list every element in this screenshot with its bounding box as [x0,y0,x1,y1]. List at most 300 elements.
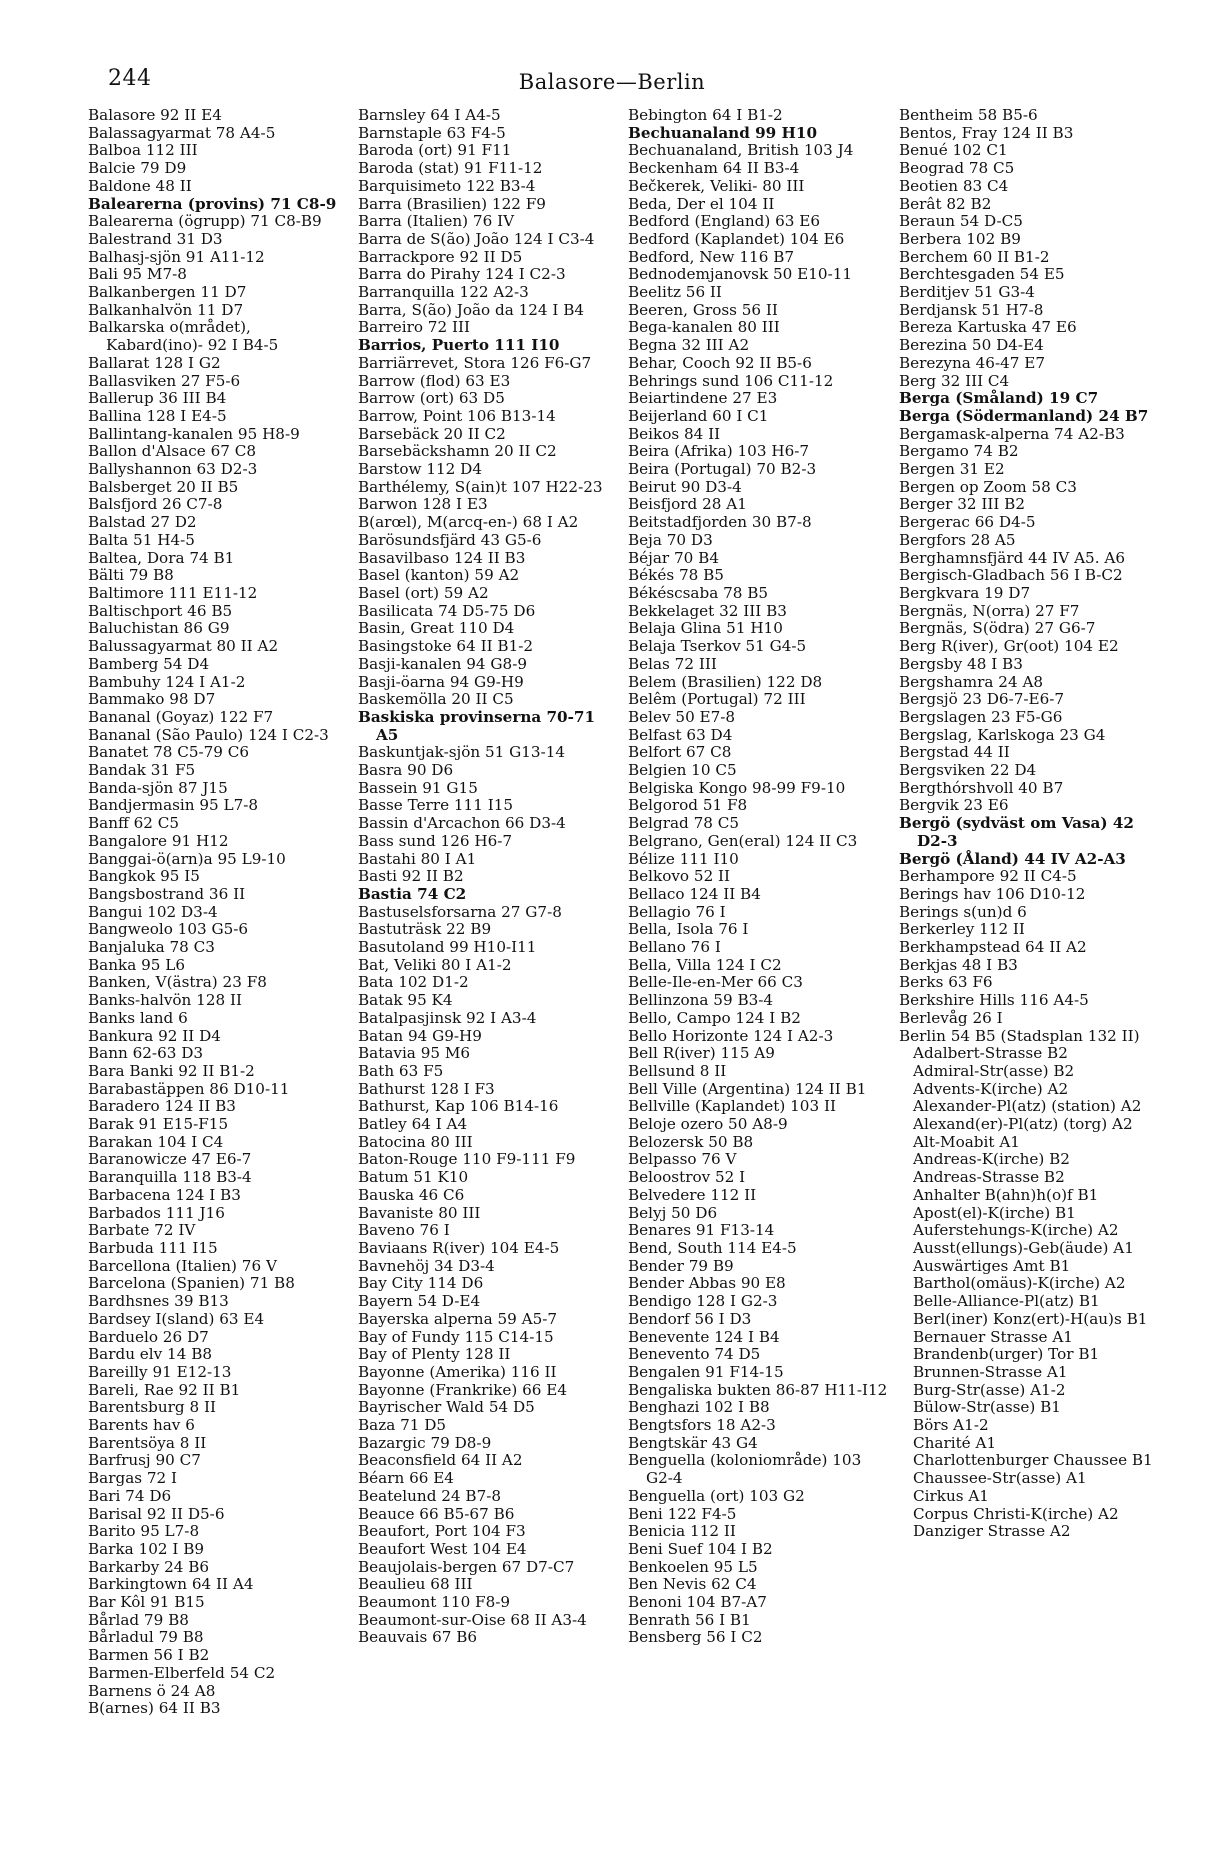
index-entry: Bammako 98 D7 [88,690,216,709]
index-entry: Benué 102 C1 [899,141,1008,160]
index-entry: Berga (Södermanland) 24 B7 [899,406,1149,425]
index-entry: Barcellona (Italien) 76 V [88,1256,277,1275]
index-entry: Beelitz 56 II [628,283,722,302]
index-entry: Bélize 111 I10 [628,849,739,868]
index-entry: Ballasviken 27 F5-6 [88,371,241,390]
index-entry: Belozersk 50 B8 [628,1132,754,1151]
index-entry: Cirkus A1 [913,1486,989,1505]
index-entry: Berg R(iver), Gr(oot) 104 E2 [899,637,1119,656]
index-entry: Barmen-Elberfeld 54 C2 [88,1663,276,1682]
index-entry: Begna 32 III A2 [628,336,750,355]
index-entry: Bechuanaland 99 H10 [628,123,818,142]
index-entry: Berditjev 51 G3-4 [899,283,1035,302]
index-entry: Beloje ozero 50 A8-9 [628,1115,788,1134]
index-entry: Bellano 76 I [628,938,721,957]
index-entry: Bellsund 8 II [628,1061,727,1080]
index-entry: Balboa 112 III [88,141,198,160]
index-entry: Benguella (koloniområde) 103 G2-4 [628,1451,862,1488]
index-entry: Barisal 92 II D5-6 [88,1504,225,1523]
index-entry: Barstow 112 D4 [358,460,482,479]
index-entry: Andreas-K(irche) B2 [913,1150,1070,1169]
index-entry: Belgrad 78 C5 [628,814,740,833]
index-entry: Bass sund 126 H6-7 [358,831,513,850]
index-entry: Basji-kanalen 94 G8-9 [358,654,527,673]
index-entry: Belgiska Kongo 98-99 F9-10 [628,778,846,797]
index-entry: Beira (Portugal) 70 B2-3 [628,460,817,479]
index-entry: Bavnehöj 34 D3-4 [358,1256,495,1275]
index-entry: Balkanhalvön 11 D7 [88,300,244,319]
index-entry: Beikos 84 II [628,424,721,443]
index-entry: Banatet 78 C5-79 C6 [88,743,250,762]
index-entry: Baviaans R(iver) 104 E4-5 [358,1239,560,1257]
index-column-4 [899,107,1159,1541]
index-entry: Bardu elv 14 B8 [88,1345,213,1364]
index-entry: Bergnäs, S(ödra) 27 G6-7 [899,619,1096,638]
index-entry: Apost(el)-K(irche) B1 [913,1203,1076,1222]
index-entry: Békés 78 B5 [628,566,724,585]
index-entry: Bara Banki 92 II B1-2 [88,1061,255,1080]
index-entry: Barentsburg 8 II [88,1398,216,1417]
index-entry: Barkarby 24 B6 [88,1557,210,1576]
index-entry: Charlottenburger Chaussee B1 [913,1451,1153,1470]
index-entry: Belgorod 51 F8 [628,796,748,815]
index-entry: Barbacena 124 I B3 [88,1185,241,1204]
index-entry: Beja 70 D3 [628,530,713,549]
index-entry: Belgrano, Gen(eral) 124 II C3 [628,831,858,850]
index-entry: Berât 82 B2 [899,194,992,213]
index-entry: Berlevåg 26 I [899,1008,1003,1027]
index-entry: Bernauer Strasse A1 [913,1327,1073,1346]
index-entry: Berl(iner) Konz(ert)-H(au)s B1 [913,1309,1148,1328]
index-entry: Barra, S(ão) João da 124 I B4 [358,300,585,319]
index-entry: Ballyshannon 63 D2-3 [88,460,258,479]
index-entry: Baluchistan 86 G9 [88,619,230,638]
index-entry: Beaumont 110 F8-9 [358,1593,511,1612]
index-entry: Bergsby 48 I B3 [899,654,1023,673]
index-entry: Baveno 76 I [358,1221,450,1240]
index-entry: Balassagyarmat 78 A4-5 [88,123,276,142]
index-entry: Berlin 54 B5 (Stadsplan 132 II) [899,1026,1140,1045]
index-entry: Basilicata 74 D5-75 D6 [358,601,536,620]
index-entry: Bastuträsk 22 B9 [358,920,492,939]
index-entry: Baranowicze 47 E6-7 [88,1150,252,1169]
index-entry: Berings hav 106 D10-12 [899,884,1086,903]
index-entry: Börs A1-2 [913,1416,989,1435]
index-entry: Bårlad 79 B8 [88,1610,189,1629]
index-entry: Basin, Great 110 D4 [358,619,515,638]
index-entry: Beauvais 67 B6 [358,1628,478,1647]
index-entry: Ben Nevis 62 C4 [628,1575,757,1594]
index-entry: Bankura 92 II D4 [88,1026,221,1045]
index-entry: Barakan 104 I C4 [88,1132,224,1151]
index-entry: Bath 63 F5 [358,1061,444,1080]
index-entry: Bangkok 95 I5 [88,867,200,886]
index-entry: Behar, Cooch 92 II B5-6 [628,353,812,372]
index-entry: Basavilbaso 124 II B3 [358,548,526,567]
page-number: 244 [108,66,152,91]
index-entry: Bayonne (Amerika) 116 II [358,1362,557,1381]
index-entry: Bathurst, Kap 106 B14-16 [358,1097,559,1116]
index-entry: Bergshamra 24 A8 [899,672,1044,691]
index-entry: Belev 50 E7-8 [628,707,736,726]
index-entry: Bay City 114 D6 [358,1274,484,1293]
index-entry: Belaja Tserkov 51 G4-5 [628,637,807,656]
index-entry: Benicia 112 II [628,1522,736,1541]
index-entry: Barwon 128 I E3 [358,495,488,514]
index-entry: Ballon d'Alsace 67 C8 [88,442,257,461]
index-entry: Bergnäs, N(orra) 27 F7 [899,601,1080,620]
index-entry: Bensberg 56 I C2 [628,1628,763,1647]
index-entry: Berezyna 46-47 E7 [899,353,1046,372]
index-entry: Berkshire Hills 116 A4-5 [899,991,1089,1010]
index-entry: Beaulieu 68 III [358,1575,473,1594]
index-entry: Bender 79 B9 [628,1256,734,1275]
index-entry: Alt-Moabit A1 [913,1132,1020,1151]
index-entry: Barthélemy, S(ain)t 107 H22-23 [358,477,603,496]
index-entry: Banff 62 C5 [88,814,180,833]
index-entry: Bangui 102 D3-4 [88,902,218,921]
index-entry: Bazargic 79 D8-9 [358,1433,492,1452]
index-entry: Baroda (stat) 91 F11-12 [358,159,543,178]
index-entry: Bastahi 80 I A1 [358,849,477,868]
index-entry: Batak 95 K4 [358,991,453,1010]
index-entry: Bangweolo 103 G5-6 [88,920,249,939]
index-entry: Batley 64 I A4 [358,1115,468,1134]
index-entry: Banks-halvön 128 II [88,991,242,1010]
index-entry: Danziger Strasse A2 [913,1522,1071,1541]
index-entry: Bareli, Rae 92 II B1 [88,1380,241,1399]
index-entry: Bengtsfors 18 A2-3 [628,1416,776,1435]
index-entry: Bergamask-alperna 74 A2-B3 [899,424,1125,443]
index-entry: Bengaliska bukten 86-87 H11-I12 [628,1380,888,1399]
index-entry: Bastia 74 C2 [358,884,467,903]
index-entry: Bavaniste 80 III [358,1203,481,1222]
index-entry: Bari 74 D6 [88,1486,172,1505]
index-entry: Bergsviken 22 D4 [899,761,1037,780]
index-entry: Benevento 74 D5 [628,1345,761,1364]
index-entry: Bengtskär 43 G4 [628,1433,758,1452]
index-entry: Barnstaple 63 F4-5 [358,123,506,142]
index-entry: Alexander-Pl(atz) (station) A2 [913,1097,1142,1116]
index-entry: Bergslag, Karlskoga 23 G4 [899,725,1106,744]
index-entry: Bergö (sydväst om Vasa) 42 D2-3 [899,814,1134,850]
index-entry: Bereza Kartuska 47 E6 [899,318,1077,337]
index-entry: Berga (Småland) 19 C7 [899,389,1099,408]
index-entry: Bekkelaget 32 III B3 [628,601,787,620]
index-entry: Bergfors 28 A5 [899,530,1016,549]
index-entry: Bar Kôl 91 B15 [88,1593,205,1612]
index-entry: Bellagio 76 I [628,902,726,921]
index-entry: Barito 95 L7-8 [88,1522,200,1541]
index-entry: Barka 102 I B9 [88,1539,205,1558]
index-entry: Berkhampstead 64 II A2 [899,938,1087,957]
index-entry: Bergslagen 23 F5-G6 [899,707,1063,726]
index-entry: Beirut 90 D3-4 [628,477,742,496]
index-entry: Beloostrov 52 I [628,1168,746,1187]
index-entry: Bellinzona 59 B3-4 [628,991,774,1010]
index-entry: Bat, Veliki 80 I A1-2 [358,955,512,974]
index-entry: Balearerna (provins) 71 C8-9 [88,194,337,213]
index-entry: Baradero 124 II B3 [88,1097,236,1116]
index-entry: Bell R(iver) 115 A9 [628,1044,775,1063]
index-entry: Bangalore 91 H12 [88,831,229,850]
index-entry: B(arœl), M(arcq-en-) 68 I A2 [358,513,579,532]
index-entry: Banjaluka 78 C3 [88,938,215,957]
index-entry: Baldone 48 II [88,176,192,195]
index-entry: Beda, Der el 104 II [628,194,775,213]
index-entry: Ausst(ellungs)-Geb(äude) A1 [913,1239,1134,1257]
index-entry: Belas 72 III [628,654,717,673]
index-entry: Bergö (Åland) 44 IV A2-A3 [899,849,1126,868]
index-column-1 [88,107,348,1718]
index-entry: Banda-sjön 87 J15 [88,778,228,797]
index-entry: Bayrischer Wald 54 D5 [358,1398,535,1417]
index-entry: Batan 94 G9-H9 [358,1026,482,1045]
index-entry: Belyj 50 D6 [628,1203,718,1222]
index-entry: Belvedere 112 II [628,1185,757,1204]
index-entry: Berdjansk 51 H7-8 [899,300,1044,319]
index-entry: Baton-Rouge 110 F9-111 F9 [358,1150,576,1169]
index-entry: Batum 51 K10 [358,1168,469,1187]
index-entry: Beaconsfield 64 II A2 [358,1451,523,1470]
index-entry: Barabastäppen 86 D10-11 [88,1079,290,1098]
index-entry: Bälti 79 B8 [88,566,174,585]
index-entry: Bečkerek, Veliki- 80 III [628,176,805,195]
index-entry: Beaufort, Port 104 F3 [358,1522,526,1541]
index-entry: Bella, Villa 124 I C2 [628,955,782,974]
index-entry: Bay of Plenty 128 II [358,1345,511,1364]
index-entry: Balestrand 31 D3 [88,229,223,248]
index-entry: Ballina 128 I E4-5 [88,406,227,425]
index-entry: Benares 91 F13-14 [628,1221,775,1240]
index-entry: Barreiro 72 III [358,318,470,337]
index-entry: Adalbert-Strasse B2 [913,1044,1068,1063]
index-entry: Barra (Italien) 76 IV [358,212,515,231]
index-entry: Baranquilla 118 B3-4 [88,1168,252,1187]
index-entry: Basra 90 D6 [358,761,454,780]
index-entry: Admiral-Str(asse) B2 [913,1061,1075,1080]
index-entry: Bandak 31 F5 [88,761,196,780]
index-entry: Beotien 83 C4 [899,176,1009,195]
index-entry: Bananal (São Paulo) 124 I C2-3 [88,725,329,744]
index-entry: Berbera 102 B9 [899,229,1021,248]
index-entry: Banka 95 L6 [88,955,185,974]
index-entry: Barkingtown 64 II A4 [88,1575,254,1594]
index-entry: Baroda (ort) 91 F11 [358,141,512,160]
index-entry: Belpasso 76 V [628,1150,737,1169]
index-entry: Barak 91 E15-F15 [88,1115,229,1134]
index-entry: Békéscsaba 78 B5 [628,583,769,602]
index-entry: Chaussee-Str(asse) A1 [913,1469,1087,1488]
index-entry: Barquisimeto 122 B3-4 [358,176,536,195]
index-entry: Baskiska provinserna 70-71 A5 [358,707,596,744]
index-entry: Benkoelen 95 L5 [628,1557,758,1576]
index-entry: Bata 102 D1-2 [358,973,469,992]
index-entry: Benrath 56 I B1 [628,1610,751,1629]
index-entry: Balussagyarmat 80 II A2 [88,637,279,656]
index-entry: Baza 71 D5 [358,1416,447,1435]
index-entry: Belaja Glina 51 H10 [628,619,783,638]
index-entry: Brunnen-Strasse A1 [913,1362,1068,1381]
index-entry: Beaujolais-bergen 67 D7-C7 [358,1557,575,1576]
index-column-3 [628,107,888,1647]
index-entry: Baltimore 111 E11-12 [88,583,258,602]
index-entry: Benguella (ort) 103 G2 [628,1486,805,1505]
index-entry: Banken, V(ästra) 23 F8 [88,973,267,992]
index-entry: Bandjermasin 95 L7-8 [88,796,259,815]
index-entry: Barthol(omäus)-K(irche) A2 [913,1274,1126,1293]
index-entry: Beeren, Gross 56 II [628,300,778,319]
index-entry: Barra do Pirahy 124 I C2-3 [358,265,566,284]
index-entry: Bamberg 54 D4 [88,654,210,673]
index-entry: Bastuselsforsarna 27 G7-8 [358,902,562,921]
index-entry: Balasore 92 II E4 [88,106,222,124]
index-entry: Balearerna (ögrupp) 71 C8-B9 [88,212,322,231]
index-entry: Bauska 46 C6 [358,1185,465,1204]
index-entry: Bareilly 91 E12-13 [88,1362,232,1381]
index-entry: Ballintang-kanalen 95 H8-9 [88,424,300,443]
index-entry: Berings s(un)d 6 [899,902,1027,921]
index-entry: Bedford (England) 63 E6 [628,212,821,231]
index-entry: Bangsbostrand 36 II [88,884,246,903]
index-entry: Berg 32 III C4 [899,371,1010,390]
index-entry: Bendorf 56 I D3 [628,1309,752,1328]
index-entry: Bananal (Goyaz) 122 F7 [88,707,274,726]
index-entry: Bergisch-Gladbach 56 I B-C2 [899,566,1123,585]
index-entry: Brandenb(urger) Tor B1 [913,1345,1100,1364]
index-entry: Berchem 60 II B1-2 [899,247,1050,266]
index-entry: Bergsjö 23 D6-7-E6-7 [899,690,1065,709]
index-entry: Bayern 54 D-E4 [358,1292,481,1311]
index-entry: Berks 63 F6 [899,973,993,992]
index-entry: Balkarska o(mrådet), Kabard(ino)- 92 I B4-5 [88,318,279,355]
index-entry: Balstad 27 D2 [88,513,197,532]
index-entry: Bergamo 74 B2 [899,442,1019,461]
index-entry: Bathurst 128 I F3 [358,1079,495,1098]
index-entry: Auferstehungs-K(irche) A2 [913,1221,1119,1240]
index-entry: Bardhsnes 39 B13 [88,1292,229,1311]
index-entry: Beisfjord 28 A1 [628,495,747,514]
index-entry: Bechuanaland, British 103 J4 [628,141,854,160]
index-entry: Beira (Afrika) 103 H6-7 [628,442,810,461]
index-entry: Anhalter B(ahn)h(o)f B1 [913,1185,1099,1204]
index-entry: Andreas-Strasse B2 [913,1168,1065,1187]
index-entry: Barbuda 111 I15 [88,1239,218,1257]
index-entry: Barra de S(ão) João 124 I C3-4 [358,229,595,248]
index-entry: Bambuhy 124 I A1-2 [88,672,246,691]
index-entry: Bellville (Kaplandet) 103 II [628,1097,836,1116]
index-entry: Bülow-Str(asse) B1 [913,1398,1061,1417]
index-entry: Beraun 54 D-C5 [899,212,1023,231]
index-column-2 [358,107,618,1647]
index-entry: Charité A1 [913,1433,997,1452]
index-entry: Beni 122 F4-5 [628,1504,737,1523]
index-entry: Barfrusj 90 C7 [88,1451,201,1470]
index-entry: Bello, Campo 124 I B2 [628,1008,801,1027]
index-entry: Bargas 72 I [88,1469,178,1488]
index-entry: Barriärrevet, Stora 126 F6-G7 [358,353,592,372]
index-entry: Bednodemjanovsk 50 E10-11 [628,265,853,284]
index-entry: Béarn 66 E4 [358,1469,454,1488]
index-entry: Baskuntjak-sjön 51 G13-14 [358,743,566,762]
index-entry: Behrings sund 106 C11-12 [628,371,834,390]
index-entry: Bassin d'Arcachon 66 D3-4 [358,814,566,833]
index-entry: Berkerley 112 II [899,920,1025,939]
index-entry: Beitstadfjorden 30 B7-8 [628,513,812,532]
index-entry: Burg-Str(asse) A1-2 [913,1380,1066,1399]
index-entry: Belêm (Portugal) 72 III [628,690,806,709]
index-entry: Bell Ville (Argentina) 124 II B1 [628,1079,867,1098]
index-entry: Beiartindene 27 E3 [628,389,778,408]
index-entry: Bergkvara 19 D7 [899,583,1031,602]
index-entry: Benevente 124 I B4 [628,1327,780,1346]
index-entry: Bendigo 128 I G2-3 [628,1292,778,1311]
index-entry: Belgien 10 C5 [628,761,737,780]
index-entry: Beckenham 64 II B3-4 [628,159,800,178]
index-entry: Barnens ö 24 A8 [88,1681,216,1700]
index-entry: Barranquilla 122 A2-3 [358,283,529,302]
index-entry: Alexand(er)-Pl(atz) (torg) A2 [913,1115,1133,1134]
index-entry: Bassein 91 G15 [358,778,478,797]
index-entry: Beaumont-sur-Oise 68 II A3-4 [358,1610,587,1629]
index-entry: Barrow (flod) 63 E3 [358,371,511,390]
index-entry: Batocina 80 III [358,1132,473,1151]
index-entry: Barduelo 26 D7 [88,1327,209,1346]
index-entry: Bender Abbas 90 E8 [628,1274,786,1293]
index-entry: Barbados 111 J16 [88,1203,225,1222]
index-entry: Barrios, Puerto 111 I10 [358,336,560,355]
index-entry: Balcie 79 D9 [88,159,187,178]
index-entry: Barösundsfjärd 43 G5-6 [358,530,542,549]
index-entry: Bergvik 23 E6 [899,796,1009,815]
index-entry: Bega-kanalen 80 III [628,318,780,337]
index-entry: Belle-Alliance-Pl(atz) B1 [913,1292,1100,1311]
index-entry: Barmen 56 I B2 [88,1646,210,1665]
index-entry: Bay of Fundy 115 C14-15 [358,1327,554,1346]
index-entry: Bedford (Kaplandet) 104 E6 [628,229,845,248]
index-entry: Beijerland 60 I C1 [628,406,769,425]
index-entry: Baltea, Dora 74 B1 [88,548,235,567]
index-entry: Basel (kanton) 59 A2 [358,566,520,585]
index-entry: Bayonne (Frankrike) 66 E4 [358,1380,568,1399]
index-entry: Belkovo 52 II [628,867,731,886]
index-entry: Baltischport 46 B5 [88,601,233,620]
index-entry: Bergen op Zoom 58 C3 [899,477,1077,496]
index-entry: Berchtesgaden 54 E5 [899,265,1065,284]
index-entry: Ballarat 128 I G2 [88,353,221,372]
index-entry: Barbate 72 IV [88,1221,196,1240]
index-entry: Beni Suef 104 I B2 [628,1539,773,1558]
index-entry: Bergthórshvoll 40 B7 [899,778,1064,797]
index-entry: Berkjas 48 I B3 [899,955,1018,974]
index-entry: Bergen 31 E2 [899,460,1005,479]
index-entry: Bello Horizonte 124 I A2-3 [628,1026,834,1045]
index-entry: Bali 95 M7-8 [88,265,187,284]
index-entry: Barsebäckshamn 20 II C2 [358,442,557,461]
index-entry: Balsberget 20 II B5 [88,477,239,496]
index-entry: Corpus Christi-K(irche) A2 [913,1504,1119,1523]
index-entry: Beauce 66 B5-67 B6 [358,1504,515,1523]
index-entry: Belem (Brasilien) 122 D8 [628,672,823,691]
index-entry: Baskemölla 20 II C5 [358,690,514,709]
index-entry: Barrow (ort) 63 D5 [358,389,505,408]
index-entry: Balsfjord 26 C7-8 [88,495,223,514]
index-entry: Advents-K(irche) A2 [913,1079,1069,1098]
index-entry: Bengalen 91 F14-15 [628,1362,784,1381]
index-entry: B(arnes) 64 II B3 [88,1699,221,1718]
index-entry: Basel (ort) 59 A2 [358,583,489,602]
index-entry: Belfast 63 D4 [628,725,733,744]
